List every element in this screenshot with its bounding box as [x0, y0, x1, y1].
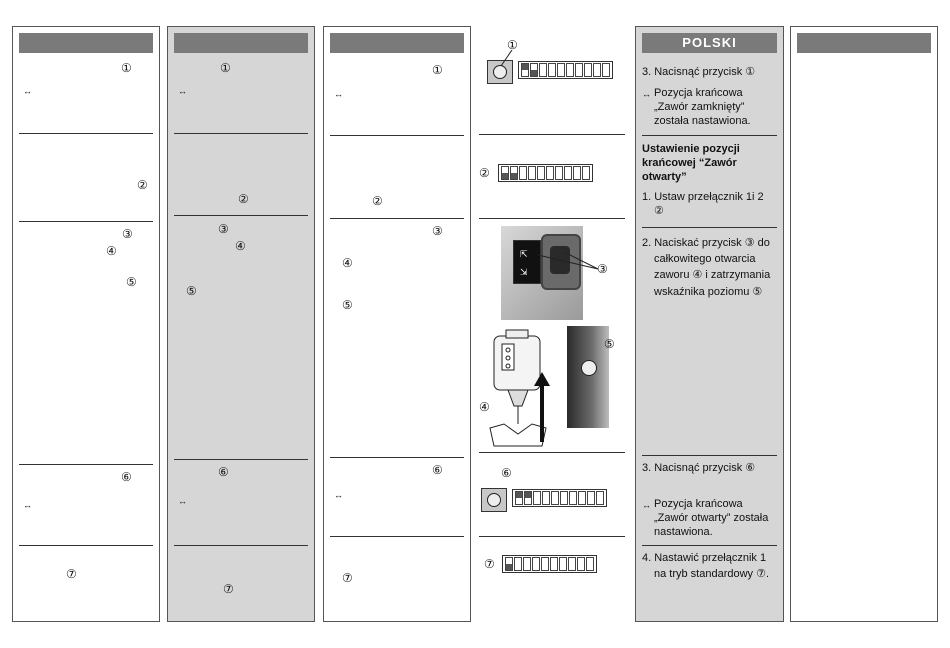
marker-6: ⑥ — [121, 470, 132, 484]
step-4-line-2: na tryb standardowy ⑦. — [654, 568, 770, 580]
separator — [330, 135, 464, 136]
marker-5: ⑤ — [186, 284, 197, 298]
figure-marker-4: ④ — [479, 400, 490, 414]
marker-4: ④ — [106, 244, 117, 258]
separator — [19, 464, 153, 465]
column-polski — [635, 26, 784, 622]
marker-2: ② — [137, 178, 148, 192]
leader-line — [496, 48, 516, 68]
figure-marker-2: ② — [479, 166, 490, 180]
column-2 — [167, 26, 315, 622]
step-3-text: 3. Nacisnąć przycisk ① — [642, 66, 756, 78]
polski-header — [642, 33, 777, 53]
result-text-line-2: „Zawór zamknięty” — [654, 101, 745, 113]
level-indicator-photo — [567, 326, 609, 428]
column-6-header — [797, 33, 931, 53]
dip-switch-strip-1 — [518, 61, 613, 79]
arrow-icon: ↔ — [178, 496, 187, 506]
marker-2: ② — [238, 192, 249, 206]
marker-5: ⑤ — [342, 298, 353, 312]
arrow-icon: ↔ — [642, 89, 651, 99]
result-text-line-3: została nastawiona. — [654, 115, 751, 127]
figure-marker-3: ③ — [597, 262, 608, 276]
step-2-line-2: całkowitego otwarcia — [654, 253, 756, 265]
column-3 — [323, 26, 471, 622]
marker-3: ③ — [122, 227, 133, 241]
marker-2: ② — [372, 194, 383, 208]
step-1-line-2: ② — [654, 205, 664, 217]
polski-header-label: POLSKI — [682, 35, 737, 50]
section-title-line-3: otwarty” — [642, 171, 687, 183]
marker-3: ③ — [432, 224, 443, 238]
arrow-icon: ↔ — [334, 89, 343, 99]
step-2-line-1: 2. Naciskać przycisk ③ do — [642, 237, 770, 249]
marker-1: ① — [432, 63, 443, 77]
leader-line — [536, 251, 600, 277]
separator — [642, 455, 777, 456]
dip-switch-strip-7 — [502, 555, 597, 573]
step-3b-text: 3. Nacisnąć przycisk ⑥ — [642, 462, 756, 474]
figure-marker-6: ⑥ — [501, 466, 512, 480]
separator — [19, 545, 153, 546]
step-2-line-4: wskaźnika poziomu ⑤ — [654, 286, 763, 298]
step-2-line-3: zaworu ④ i zatrzymania — [654, 269, 771, 281]
up-arrow-icon — [532, 370, 552, 442]
separator — [330, 218, 464, 219]
result-text-line-1: Pozycja krańcowa — [654, 87, 743, 99]
separator — [19, 133, 153, 134]
marker-6: ⑥ — [432, 463, 443, 477]
column-6 — [790, 26, 938, 622]
marker-4: ④ — [235, 239, 246, 253]
figure-marker-5: ⑤ — [604, 337, 615, 351]
result2-text-line-2: „Zawór otwarty” została — [654, 512, 769, 524]
separator — [174, 459, 308, 460]
separator — [330, 536, 464, 537]
figure-marker-7: ⑦ — [484, 557, 495, 571]
dip-switch-strip-6 — [512, 489, 607, 507]
figure-column — [476, 26, 628, 622]
column-1-header — [19, 33, 153, 53]
valve-actuator-drawing — [484, 328, 564, 454]
marker-7: ⑦ — [223, 582, 234, 596]
marker-6: ⑥ — [218, 465, 229, 479]
separator — [642, 135, 777, 136]
column-3-header — [330, 33, 464, 53]
arrow-icon: ↔ — [334, 490, 343, 500]
figure-separator — [479, 218, 625, 219]
section-title-line-2: krańcowej “Zawór — [642, 157, 737, 169]
separator — [642, 545, 777, 546]
marker-7: ⑦ — [342, 571, 353, 585]
svg-text:⇲: ⇲ — [520, 268, 528, 278]
arrow-icon: ↔ — [178, 86, 187, 96]
arrow-icon: ↔ — [23, 500, 32, 510]
result2-text-line-3: nastawiona. — [654, 526, 713, 538]
marker-7: ⑦ — [66, 567, 77, 581]
marker-1: ① — [220, 61, 231, 75]
figure-separator — [479, 452, 625, 453]
marker-4: ④ — [342, 256, 353, 270]
separator — [330, 457, 464, 458]
separator — [642, 227, 777, 228]
dip-switch-strip-2 — [498, 164, 593, 182]
column-1 — [12, 26, 160, 622]
push-button-6 — [481, 488, 507, 512]
marker-5: ⑤ — [126, 275, 137, 289]
result2-text-line-1: Pozycja krańcowa — [654, 498, 743, 510]
section-title-line-1: Ustawienie pozycji — [642, 143, 740, 155]
svg-text:⇱: ⇱ — [520, 250, 528, 260]
figure-marker-1: ① — [507, 38, 518, 52]
marker-1: ① — [121, 61, 132, 75]
step-4-line-1: 4. Nastawić przełącznik 1 — [642, 552, 767, 564]
figure-separator — [479, 134, 625, 135]
column-2-header — [174, 33, 308, 53]
step-1-line-1: 1. Ustaw przełącznik 1i 2 — [642, 191, 764, 203]
separator — [19, 221, 153, 222]
figure-separator — [479, 536, 625, 537]
separator — [174, 133, 308, 134]
separator — [174, 215, 308, 216]
arrow-icon: ↔ — [642, 500, 651, 510]
marker-3: ③ — [218, 222, 229, 236]
arrow-icon: ↔ — [23, 86, 32, 96]
separator — [174, 545, 308, 546]
